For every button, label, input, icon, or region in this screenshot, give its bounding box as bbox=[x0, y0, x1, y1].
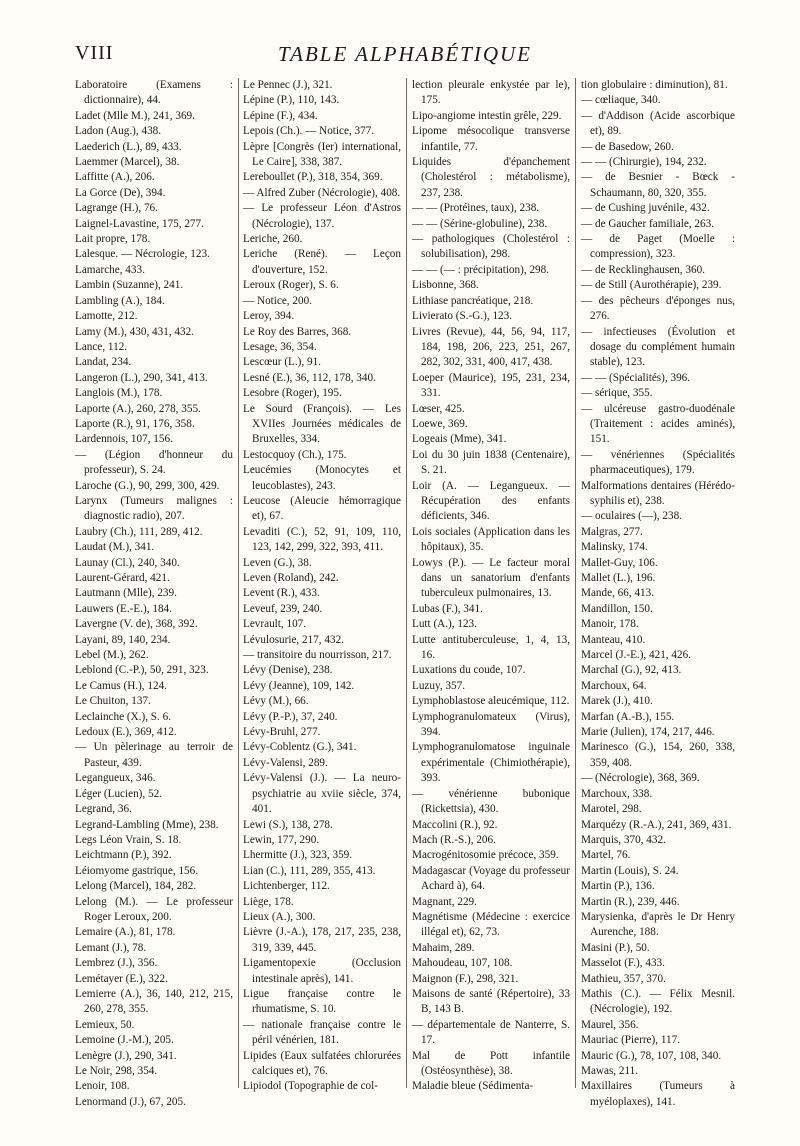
index-entry: Le Pennec (J.), 321. bbox=[243, 79, 333, 91]
index-entry: Lévy-Valensi (J.). — La neuro-psychiatrie au xviie siècle, 374, 401. bbox=[243, 772, 401, 816]
index-entry: Legs Léon Vrain, S. 18. bbox=[75, 833, 182, 846]
index-entry: Lenoir, 108. bbox=[75, 1080, 130, 1093]
index-entry: — de Cushing juvénile, 432. bbox=[581, 202, 710, 215]
index-entry: Leven (Roland), 242. bbox=[243, 572, 339, 584]
index-column-2 bbox=[243, 78, 401, 1093]
index-entry: Maisons de santé (Répertoire), 33 B, 143 B. bbox=[412, 987, 570, 1016]
index-entry: Leven (G.), 38. bbox=[243, 556, 312, 569]
index-entry: Lévy-Coblentz (G.), 341. bbox=[243, 741, 357, 754]
index-columns bbox=[75, 78, 735, 1108]
index-entry: Léiomyome gastrique, 156. bbox=[75, 864, 199, 877]
column-divider bbox=[238, 78, 239, 1088]
index-entry: Macrogénitosomie précoce, 359. bbox=[412, 849, 559, 862]
index-entry: — de Recklinghausen, 360. bbox=[581, 263, 705, 276]
index-entry: — pathologiques (Cholestérol : solubilisation), 298. bbox=[412, 233, 570, 261]
index-entry: Marotel, 298. bbox=[581, 803, 642, 816]
index-entry: — départementale de Nanterre, S. 17. bbox=[412, 1018, 570, 1047]
index-entry: Lemierre (A.), 36, 140, 212, 215, 260, 278, 355. bbox=[75, 987, 233, 1016]
index-entry: Lemieux, 50. bbox=[75, 1018, 135, 1031]
index-entry: Martin (P.), 136. bbox=[581, 880, 655, 893]
index-entry: Loewe, 369. bbox=[412, 417, 468, 430]
index-entry: Layani, 89, 140, 234. bbox=[75, 633, 171, 646]
index-entry: Ligamentopexie (Occlusion intestinale après), 141. bbox=[243, 957, 401, 985]
index-entry: Livierato (S.-G.), 123. bbox=[412, 310, 513, 323]
index-entry: Levaditi (C.), 52, 91, 109, 110, 123, 142, 299, 322, 393, 411. bbox=[243, 525, 401, 554]
index-entry: Luxations du coude, 107. bbox=[412, 664, 526, 677]
index-entry: Lutt (A.), 123. bbox=[412, 618, 477, 631]
index-entry: Mande, 66, 413. bbox=[581, 587, 655, 600]
index-entry: Maignon (F.), 298, 321. bbox=[412, 972, 519, 985]
index-entry: Laboratoire (Examens : dictionnaire), 44. bbox=[75, 79, 233, 107]
index-entry: Lieux (A.), 300. bbox=[243, 910, 316, 923]
index-entry: Luzuy, 357. bbox=[412, 679, 466, 692]
index-entry: Lauwers (E.-E.), 184. bbox=[75, 602, 172, 615]
index-entry: Mach (R.-S.), 206. bbox=[412, 833, 496, 846]
index-entry: — — (Sérine-globuline), 238. bbox=[412, 217, 548, 230]
index-entry: — sérique, 355. bbox=[581, 387, 653, 400]
index-entry: — — (Spécialités), 396. bbox=[581, 371, 691, 384]
page-title: TABLE ALPHABÉTIQUE bbox=[278, 42, 532, 66]
index-entry: — Un pèlerinage au terroir de Pasteur, 439. bbox=[75, 741, 233, 769]
index-entry: Lepois (Ch.). — Notice, 377. bbox=[243, 125, 375, 138]
index-entry: Ledoux (E.), 369, 412. bbox=[75, 726, 177, 739]
index-entry: — des pêcheurs d'éponges nus, 276. bbox=[581, 294, 735, 323]
column-divider bbox=[406, 78, 407, 1088]
index-entry: — (Nécrologie), 368, 369. bbox=[581, 772, 700, 785]
index-entry: Lembrez (J.), 356. bbox=[75, 957, 158, 970]
index-entry: Maurel, 356. bbox=[581, 1018, 639, 1031]
index-entry: — de Besnier - Bœck - Schaumann, 80, 320, 355. bbox=[581, 171, 735, 199]
index-entry: Lièvre (J.-A.), 178, 217, 235, 238, 319, 339, 445. bbox=[243, 926, 401, 954]
index-entry: Lévy (P.-P.), 37, 240. bbox=[243, 710, 338, 723]
index-entry: Leucose (Aleucie hémorragique et), 67. bbox=[243, 494, 401, 523]
index-entry: Ladon (Aug.), 438. bbox=[75, 125, 162, 138]
index-entry: — oculaires (—), 238. bbox=[581, 510, 682, 523]
index-entry: Lipiodol (Topographie de col- bbox=[243, 1080, 378, 1093]
index-entry: Laudat (M.), 341. bbox=[75, 541, 155, 554]
index-entry: Lipides (Eaux sulfatées chlorurées calciques et), 76. bbox=[243, 1049, 401, 1077]
index-entry: — — (Chirurgie), 194, 232. bbox=[581, 156, 707, 169]
index-entry: — de Still (Aurothérapie), 239. bbox=[581, 279, 722, 292]
index-column-3 bbox=[412, 78, 570, 1093]
page-number: VIII bbox=[75, 42, 114, 64]
index-entry: Lance, 112. bbox=[75, 340, 128, 353]
index-entry: Maladie bleue (Sédimenta- bbox=[412, 1080, 534, 1093]
index-entry: Lait propre, 178. bbox=[75, 233, 151, 246]
index-entry: Martin (Louis), S. 24. bbox=[581, 864, 679, 877]
index-entry: Lœser, 425. bbox=[412, 402, 465, 415]
index-entry: — Le professeur Léon d'Astros (Nécrologie), 137. bbox=[243, 202, 401, 230]
index-entry: Lesobre (Roger), 195. bbox=[243, 387, 342, 400]
index-entry: Lamotte, 212. bbox=[75, 310, 138, 323]
index-entry: Leveuf, 239, 240. bbox=[243, 602, 323, 615]
index-entry: Lèpre [Congrès (Ier) international, Le Caire], 338, 387. bbox=[243, 140, 401, 169]
index-entry: Lewin, 177, 290. bbox=[243, 833, 320, 846]
index-entry: Mathieu, 357, 370. bbox=[581, 972, 666, 985]
index-entry: Legangueux, 346. bbox=[75, 772, 156, 785]
index-entry: Langlois (M.), 178. bbox=[75, 387, 163, 400]
index-entry: Mallet (L.), 196. bbox=[581, 572, 656, 584]
index-entry: Lois sociales (Application dans les hôpitaux), 35. bbox=[412, 525, 570, 554]
index-entry: Lithiase pancréatique, 218. bbox=[412, 294, 534, 307]
index-entry: Leriche (René). — Leçon d'ouverture, 152. bbox=[243, 248, 401, 276]
index-entry: Lymphoblastose aleucémique, 112. bbox=[412, 695, 570, 708]
index-entry: Leucémies (Monocytes et leucoblastes), 243. bbox=[243, 464, 401, 492]
index-entry: Laubry (Ch.), 111, 289, 412. bbox=[75, 525, 203, 538]
index-entry: Langeron (L.), 290, 341, 413. bbox=[75, 371, 208, 384]
index-entry: Laffitte (A.), 206. bbox=[75, 171, 155, 184]
index-entry: Lhermitte (J.), 323, 359. bbox=[243, 849, 353, 862]
index-entry: Livres (Revue), 44, 56, 94, 117, 184, 198, 206, 223, 251, 267, 282, 302, 331, 400, 417, 438. bbox=[412, 325, 570, 369]
index-entry: Lestocquoy (Ch.), 175. bbox=[243, 448, 347, 461]
index-entry: Lambling (A.), 184. bbox=[75, 294, 165, 307]
index-entry: Leroux (Roger), S. 6. bbox=[243, 279, 339, 292]
index-entry: Loi du 30 juin 1838 (Centenaire), S. 21. bbox=[412, 448, 570, 477]
index-entry: Mauric (G.), 78, 107, 108, 340. bbox=[581, 1049, 722, 1062]
index-entry: Lelong (M.). — Le professeur Roger Leroux, 200. bbox=[75, 895, 233, 923]
index-entry: Marfan (A.-B.), 155. bbox=[581, 710, 675, 723]
index-entry: Leblond (C.-P.), 50, 291, 323. bbox=[75, 664, 209, 677]
index-entry: — vénérienne bubonique (Rickettsia), 430. bbox=[412, 787, 570, 816]
index-entry: Lévy-Valensi, 289. bbox=[243, 756, 328, 769]
index-entry: Leichtmann (P.), 392. bbox=[75, 849, 172, 862]
index-entry: Ligue française contre le rhumatisme, S. 10. bbox=[243, 987, 401, 1016]
index-entry: Liquides d'épanchement (Cholestérol : métabolisme), 237, 238. bbox=[412, 156, 570, 199]
index-entry: Mal de Pott infantile (Ostéosynthèse), 38. bbox=[412, 1049, 570, 1077]
index-entry: Marie (Julien), 174, 217, 446. bbox=[581, 726, 715, 739]
index-entry: Lipo-angiome intestin grêle, 229. bbox=[412, 109, 562, 122]
index-entry: Lelong (Marcel), 184, 282. bbox=[75, 880, 197, 893]
index-entry: Lichtenberger, 112. bbox=[243, 880, 330, 893]
index-entry: Lemétayer (E.), 322. bbox=[75, 972, 168, 985]
index-entry: Lebel (M.), 262. bbox=[75, 649, 149, 662]
index-entry: Maxillaires (Tumeurs à myéloplaxes), 141. bbox=[581, 1080, 735, 1108]
index-entry: Leclainche (X.), S. 6. bbox=[75, 710, 171, 723]
index-entry: Logeais (Mme), 341. bbox=[412, 433, 507, 446]
index-entry: Lévy (Jeanne), 109, 142. bbox=[243, 679, 355, 692]
index-entry: — Notice, 200. bbox=[243, 294, 312, 307]
index-entry: Lowys (P.). — Le facteur moral dans un sanatorium d'enfants tuberculeux pulmonaires, 13. bbox=[412, 556, 570, 600]
index-entry: Lépine (F.), 434. bbox=[243, 109, 318, 122]
index-entry: Masselot (F.), 433. bbox=[581, 957, 665, 970]
index-entry: Manoir, 178. bbox=[581, 618, 639, 631]
index-entry: Lenormand (J.), 67, 205. bbox=[75, 1095, 186, 1108]
index-entry: — ulcéreuse gastro-duodénale (Traitement : acides aminés), 151. bbox=[581, 402, 735, 446]
index-entry: Mahoudeau, 107, 108. bbox=[412, 957, 513, 970]
index-entry: Lardennois, 107, 156. bbox=[75, 433, 173, 446]
index-entry: Mallet-Guy, 106. bbox=[581, 556, 658, 569]
index-entry: — vénériennes (Spécialités pharmaceutiques), 179. bbox=[581, 448, 735, 477]
index-entry: — nationale française contre le péril vénérien, 181. bbox=[243, 1018, 401, 1047]
index-entry: Lamy (M.), 430, 431, 432. bbox=[75, 325, 195, 338]
index-entry: Masini (P.), 50. bbox=[581, 941, 650, 954]
index-entry: Larynx (Tumeurs malignes : diagnostic radio), 207. bbox=[75, 494, 233, 523]
index-entry: Manteau, 410. bbox=[581, 633, 646, 646]
index-entry: Lalesque. — Nécrologie, 123. bbox=[75, 248, 210, 261]
index-column-1 bbox=[75, 78, 233, 1108]
index-entry: — transitoire du nourrisson, 217. bbox=[243, 649, 392, 662]
index-entry: Lisbonne, 368. bbox=[412, 279, 479, 292]
index-entry: Marchal (G.), 92, 413. bbox=[581, 664, 682, 677]
index-entry: Magnant, 229. bbox=[412, 895, 477, 908]
page-header bbox=[75, 42, 735, 74]
index-entry: Lesage, 36, 354. bbox=[243, 340, 317, 353]
index-entry: Lenègre (J.), 290, 341. bbox=[75, 1049, 177, 1062]
index-entry: Loir (A. — Legangueux. — Récupération des enfants déficients, 346. bbox=[412, 479, 570, 523]
index-entry: Laederich (L.), 89, 433. bbox=[75, 140, 182, 153]
index-entry: Lamarche, 433. bbox=[75, 263, 145, 276]
index-entry: Martin (R.), 239, 446. bbox=[581, 895, 680, 908]
index-entry: Laignel-Lavastine, 175, 277. bbox=[75, 217, 204, 230]
index-entry: Mahaim, 289. bbox=[412, 941, 475, 954]
index-entry: Malgras, 277. bbox=[581, 525, 643, 538]
index-entry: — (Légion d'honneur du professeur), S. 24. bbox=[75, 448, 233, 477]
index-entry: Lipome mésocolique transverse infantile, 77. bbox=[412, 125, 570, 153]
index-entry: Levrault, 107. bbox=[243, 618, 307, 631]
index-entry: Marcel (J.-E.), 421, 426. bbox=[581, 649, 691, 662]
index-entry: Levent (R.), 433. bbox=[243, 587, 320, 600]
index-column-4 bbox=[581, 78, 735, 1108]
index-entry: Malinsky, 174. bbox=[581, 541, 648, 554]
index-entry: Laemmer (Marcel), 38. bbox=[75, 156, 180, 169]
index-entry: Lymphogranulomateux (Virus), 394. bbox=[412, 710, 570, 739]
index-entry: Lambin (Suzanne), 241. bbox=[75, 279, 184, 292]
index-entry: Leroy, 394. bbox=[243, 310, 295, 323]
index-entry: Lavergne (V. de), 368, 392. bbox=[75, 618, 198, 631]
index-entry: Laurent-Gérard, 421. bbox=[75, 572, 170, 584]
index-entry: lection pleurale enkystée par le), 175. bbox=[412, 79, 570, 107]
index-entry: Lian (C.), 111, 289, 355, 413. bbox=[243, 864, 376, 877]
index-entry: Lépine (P.), 110, 143. bbox=[243, 94, 340, 107]
index-entry: — de Gaucher familiale, 263. bbox=[581, 217, 714, 230]
index-entry: Maccolini (R.), 92. bbox=[412, 818, 498, 831]
index-entry: Laroche (G.), 90, 299, 300, 429. bbox=[75, 479, 220, 492]
index-entry: Mandillon, 150. bbox=[581, 602, 653, 615]
index-entry: Mauriac (Pierre), 117. bbox=[581, 1034, 680, 1047]
index-entry: Lévy (Denise), 238. bbox=[243, 664, 333, 677]
index-entry: Laporte (A.), 260, 278, 355. bbox=[75, 402, 201, 415]
index-entry: Laporte (R.), 91, 176, 358. bbox=[75, 417, 195, 430]
index-entry: Mathis (C.). — Félix Mesnil. (Nécrologie), 192. bbox=[581, 987, 735, 1016]
index-entry: Lutte antituberculeuse, 1, 4, 13, 16. bbox=[412, 633, 570, 662]
index-entry: Launay (Cl.), 240, 340. bbox=[75, 556, 180, 569]
index-entry: — — (Protéines, taux), 238. bbox=[412, 202, 540, 215]
index-entry: Lévy (M.), 66. bbox=[243, 695, 309, 708]
index-entry: Le Camus (H.), 124. bbox=[75, 679, 167, 692]
index-entry: Lemant (J.), 78. bbox=[75, 941, 147, 954]
index-entry: Legrand-Lambling (Mme), 238. bbox=[75, 818, 219, 831]
index-entry: Legrand, 36. bbox=[75, 803, 132, 816]
index-entry: Madagascar (Voyage du professeur Achard à), 64. bbox=[412, 864, 570, 893]
index-entry: Liège, 178. bbox=[243, 895, 294, 908]
index-entry: — de Paget (Moelle : compression), 323. bbox=[581, 233, 735, 261]
index-entry: Lewi (S.), 138, 278. bbox=[243, 818, 333, 831]
index-entry: — de Basedow, 260. bbox=[581, 140, 674, 153]
index-entry: Le Noir, 298, 354. bbox=[75, 1065, 158, 1077]
index-entry: tion globulaire : diminution), 81. bbox=[581, 79, 728, 91]
index-entry: Le Chuiton, 137. bbox=[75, 695, 151, 708]
index-entry: — infectieuses (Évolution et dosage du complément humain stable), 123. bbox=[581, 325, 735, 369]
index-entry: Lévulosurie, 217, 432. bbox=[243, 633, 344, 646]
index-entry: Le Roy des Barres, 368. bbox=[243, 325, 352, 338]
index-entry: Lemoine (J.-M.), 205. bbox=[75, 1034, 174, 1047]
index-entry: — cœliaque, 340. bbox=[581, 94, 661, 107]
index-entry: — Alfred Zuber (Nécrologie), 408. bbox=[243, 186, 401, 199]
index-entry: Léger (Lucien), 52. bbox=[75, 787, 162, 800]
index-entry: Martel, 76. bbox=[581, 849, 631, 862]
index-entry: Magnétisme (Médecine : exercice illégal et), 62, 73. bbox=[412, 910, 570, 939]
index-entry: Ladet (Mlle M.), 241, 369. bbox=[75, 109, 195, 122]
index-entry: Le Sourd (François). — Les XVIIes Journées médicales de Bruxelles, 334. bbox=[243, 402, 401, 446]
index-entry: Marchoux, 64. bbox=[581, 679, 647, 692]
index-entry: Landat, 234. bbox=[75, 356, 132, 369]
index-entry: Marek (J.), 410. bbox=[581, 695, 653, 708]
index-entry: Marchoux, 338. bbox=[581, 787, 653, 800]
index-entry: Marinesco (G.), 154, 260, 338, 359, 408. bbox=[581, 741, 735, 769]
index-entry: Lévy-Bruhl, 277. bbox=[243, 726, 321, 739]
index-entry: Marquis, 370, 432. bbox=[581, 833, 666, 846]
index-entry: Lescœur (L.), 91. bbox=[243, 356, 321, 369]
column-divider bbox=[575, 78, 576, 1088]
index-entry: Marysienka, d'après le Dr Henry Aurenche, 188. bbox=[581, 910, 735, 939]
index-entry: Lymphogranulomatose inguinale expérimentale (Chimiothérapie), 393. bbox=[412, 741, 570, 785]
index-entry: Malformations dentaires (Hérédo-syphilis et), 238. bbox=[581, 479, 735, 507]
index-entry: Loeper (Maurice), 195, 231, 234, 331. bbox=[412, 371, 570, 400]
index-entry: Lereboullet (P.), 318, 354, 369. bbox=[243, 171, 383, 184]
index-entry: Lagrange (H.), 76. bbox=[75, 202, 158, 215]
index-entry: La Gorce (De), 394. bbox=[75, 186, 166, 199]
index-entry: — d'Addison (Acide ascorbique et), 89. bbox=[581, 109, 735, 138]
index-entry: Lesné (E.), 36, 112, 178, 340. bbox=[243, 371, 376, 384]
index-entry: Lubas (F.), 341. bbox=[412, 602, 483, 615]
index-entry: Lemaire (A.), 81, 178. bbox=[75, 926, 176, 939]
index-entry: Lautmann (Mlle), 239. bbox=[75, 587, 177, 600]
index-entry: — — (— : précipitation), 298. bbox=[412, 263, 550, 276]
index-entry: Leriche, 260. bbox=[243, 233, 303, 246]
index-entry: Mawas, 211. bbox=[581, 1065, 639, 1077]
index-entry: Marquézy (R.-A.), 241, 369, 431. bbox=[581, 818, 732, 831]
